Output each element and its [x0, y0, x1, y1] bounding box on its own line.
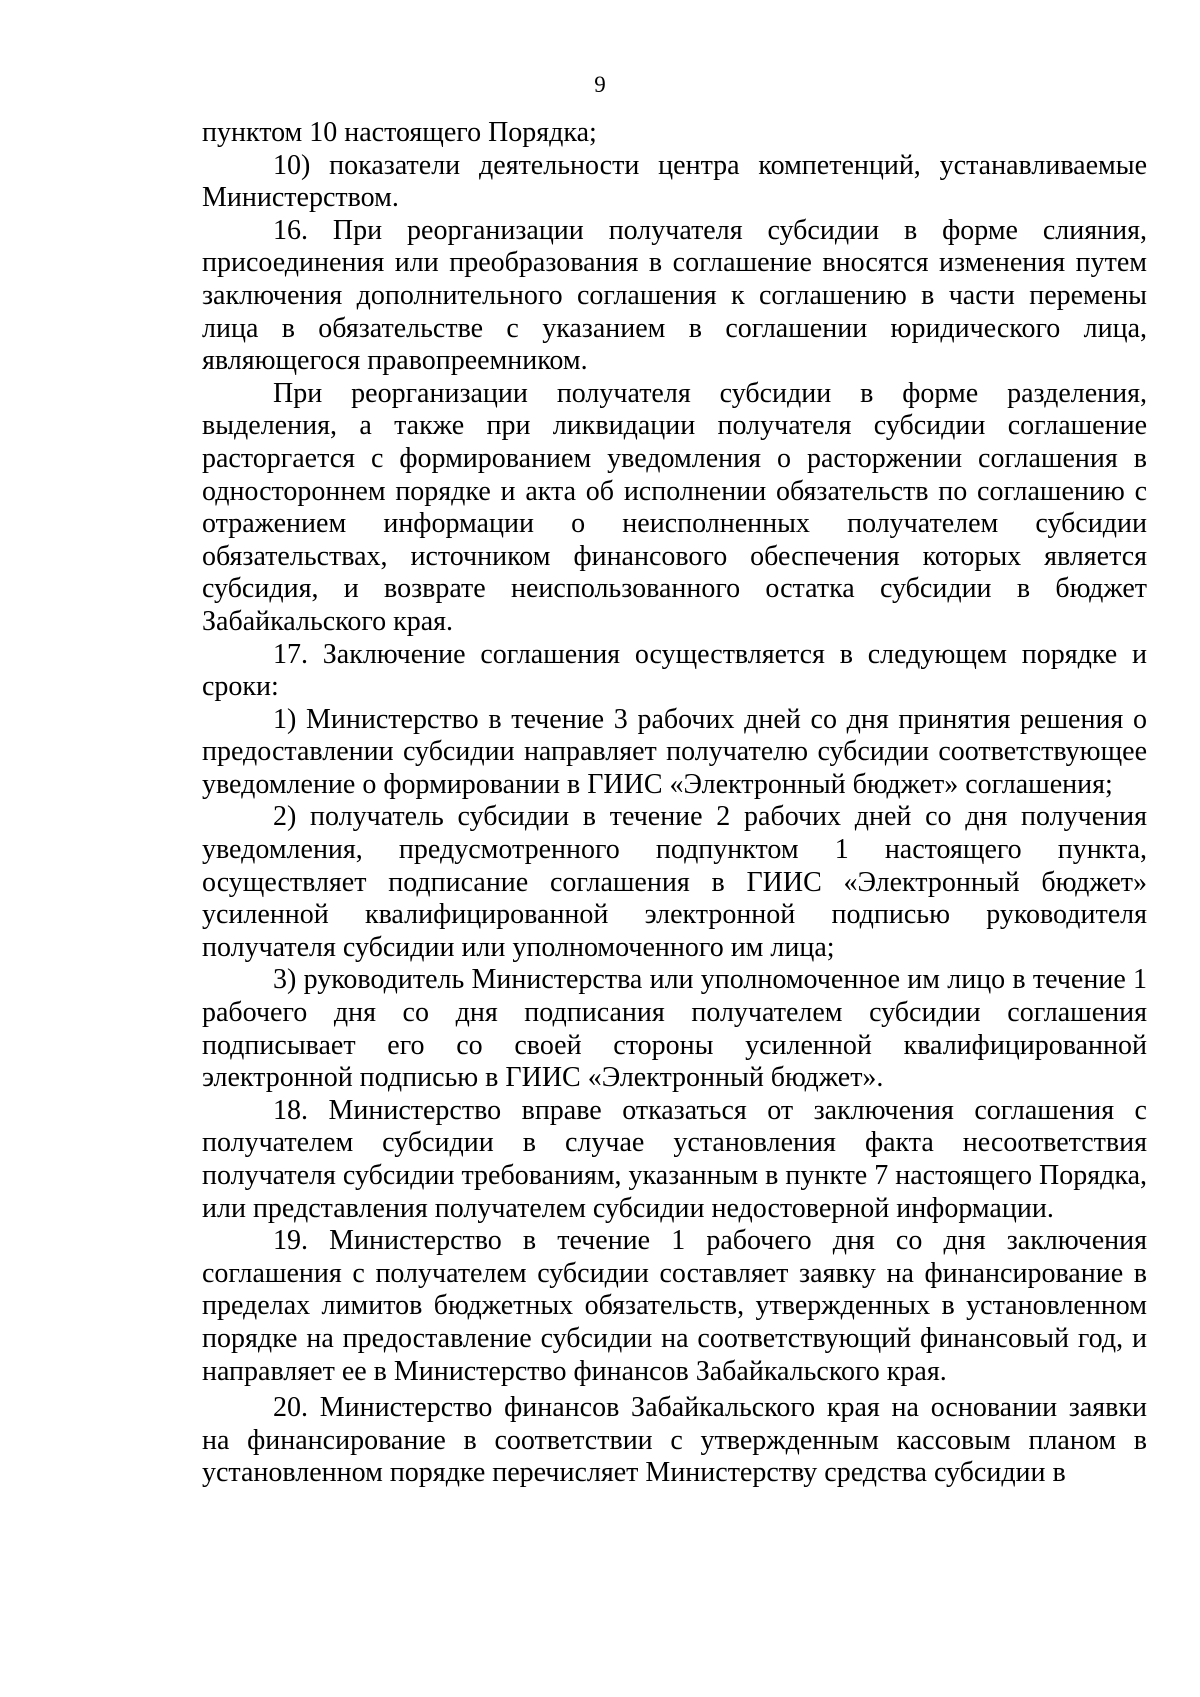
- paragraph-17: 17. Заключение соглашения осуществляется в следующем порядке и сроки:: [202, 638, 1147, 703]
- document-body: [202, 117, 1147, 1490]
- paragraph-16: 16. При реорганизации получателя субсидии в форме слияния, присоединения или преобразования в соглашение вносятся изменения путем заключения дополнительного соглашения к соглашению в части перемены лица в обязательстве с указанием в соглашении юридического лица, являющегося правопреемником.: [202, 214, 1147, 377]
- paragraph-item-10: 10) показатели деятельности центра компетенций, устанавливаемые Министерством.: [202, 149, 1147, 214]
- paragraph-continuation: пунктом 10 настоящего Порядка;: [202, 117, 597, 148]
- paragraph-19: 19. Министерство в течение 1 рабочего дня со дня заключения соглашения с получателем субсидии составляет заявку на финансирование в пределах лимитов бюджетных обязательств, утвержденных в установленном порядке на предоставление субсидии на соответствующий финансовый год, и направляет ее в Министерство финансов Забайкальского края.: [202, 1225, 1147, 1387]
- paragraph-17-item-2: 2) получатель субсидии в течение 2 рабочих дней со дня получения уведомления, предусмотренного подпунктом 1 настоящего пункта, осуществляет подписание соглашения в ГИИС «Электронный бюджет» усиленной квалифицированной электронной подписью руководителя получателя субсидии или уполномоченного им лица;: [202, 801, 1147, 963]
- paragraph-18: 18. Министерство вправе отказаться от заключения соглашения с получателем субсидии в случае установления факта несоответствия получателя субсидии требованиям, указанным в пункте 7 настоящего Порядка, или представления получателем субсидии недостоверной информации.: [202, 1094, 1148, 1224]
- paragraph-17-item-1: 1) Министерство в течение 3 рабочих дней со дня принятия решения о предоставлении субсидии направляет получателю субсидии соответствующее уведомление о формировании в ГИИС «Электронный бюджет» соглашения;: [202, 703, 1147, 800]
- paragraph-20: 20. Министерство финансов Забайкальского края на основании заявки на финансирование в соответствии с утвержденным кассовым планом в установленном порядке перечисляет Министерству средства субсидии в: [202, 1392, 1147, 1489]
- page-number: 9: [594, 72, 606, 97]
- paragraph-16-reorganization: При реорганизации получателя субсидии в форме разделения, выделения, а также при ликвидации получателя субсидии соглашение расторгается с формированием уведомления о расторжении соглашения в одностороннем порядке и акта об исполнении обязательств по соглашению с отражением информации о неисполненных получателем субсидии обязательствах, источником финансового обеспечения которых является субсидия, и возврате неиспользованного остатка субсидии в бюджет Забайкальского края.: [202, 377, 1147, 637]
- paragraph-17-item-3: 3) руководитель Министерства или уполномоченное им лицо в течение 1 рабочего дня со дня подписания получателем субсидии соглашения подписывает его со своей стороны усиленной квалифицированной электронной подписью в ГИИС «Электронный бюджет».: [202, 964, 1147, 1094]
